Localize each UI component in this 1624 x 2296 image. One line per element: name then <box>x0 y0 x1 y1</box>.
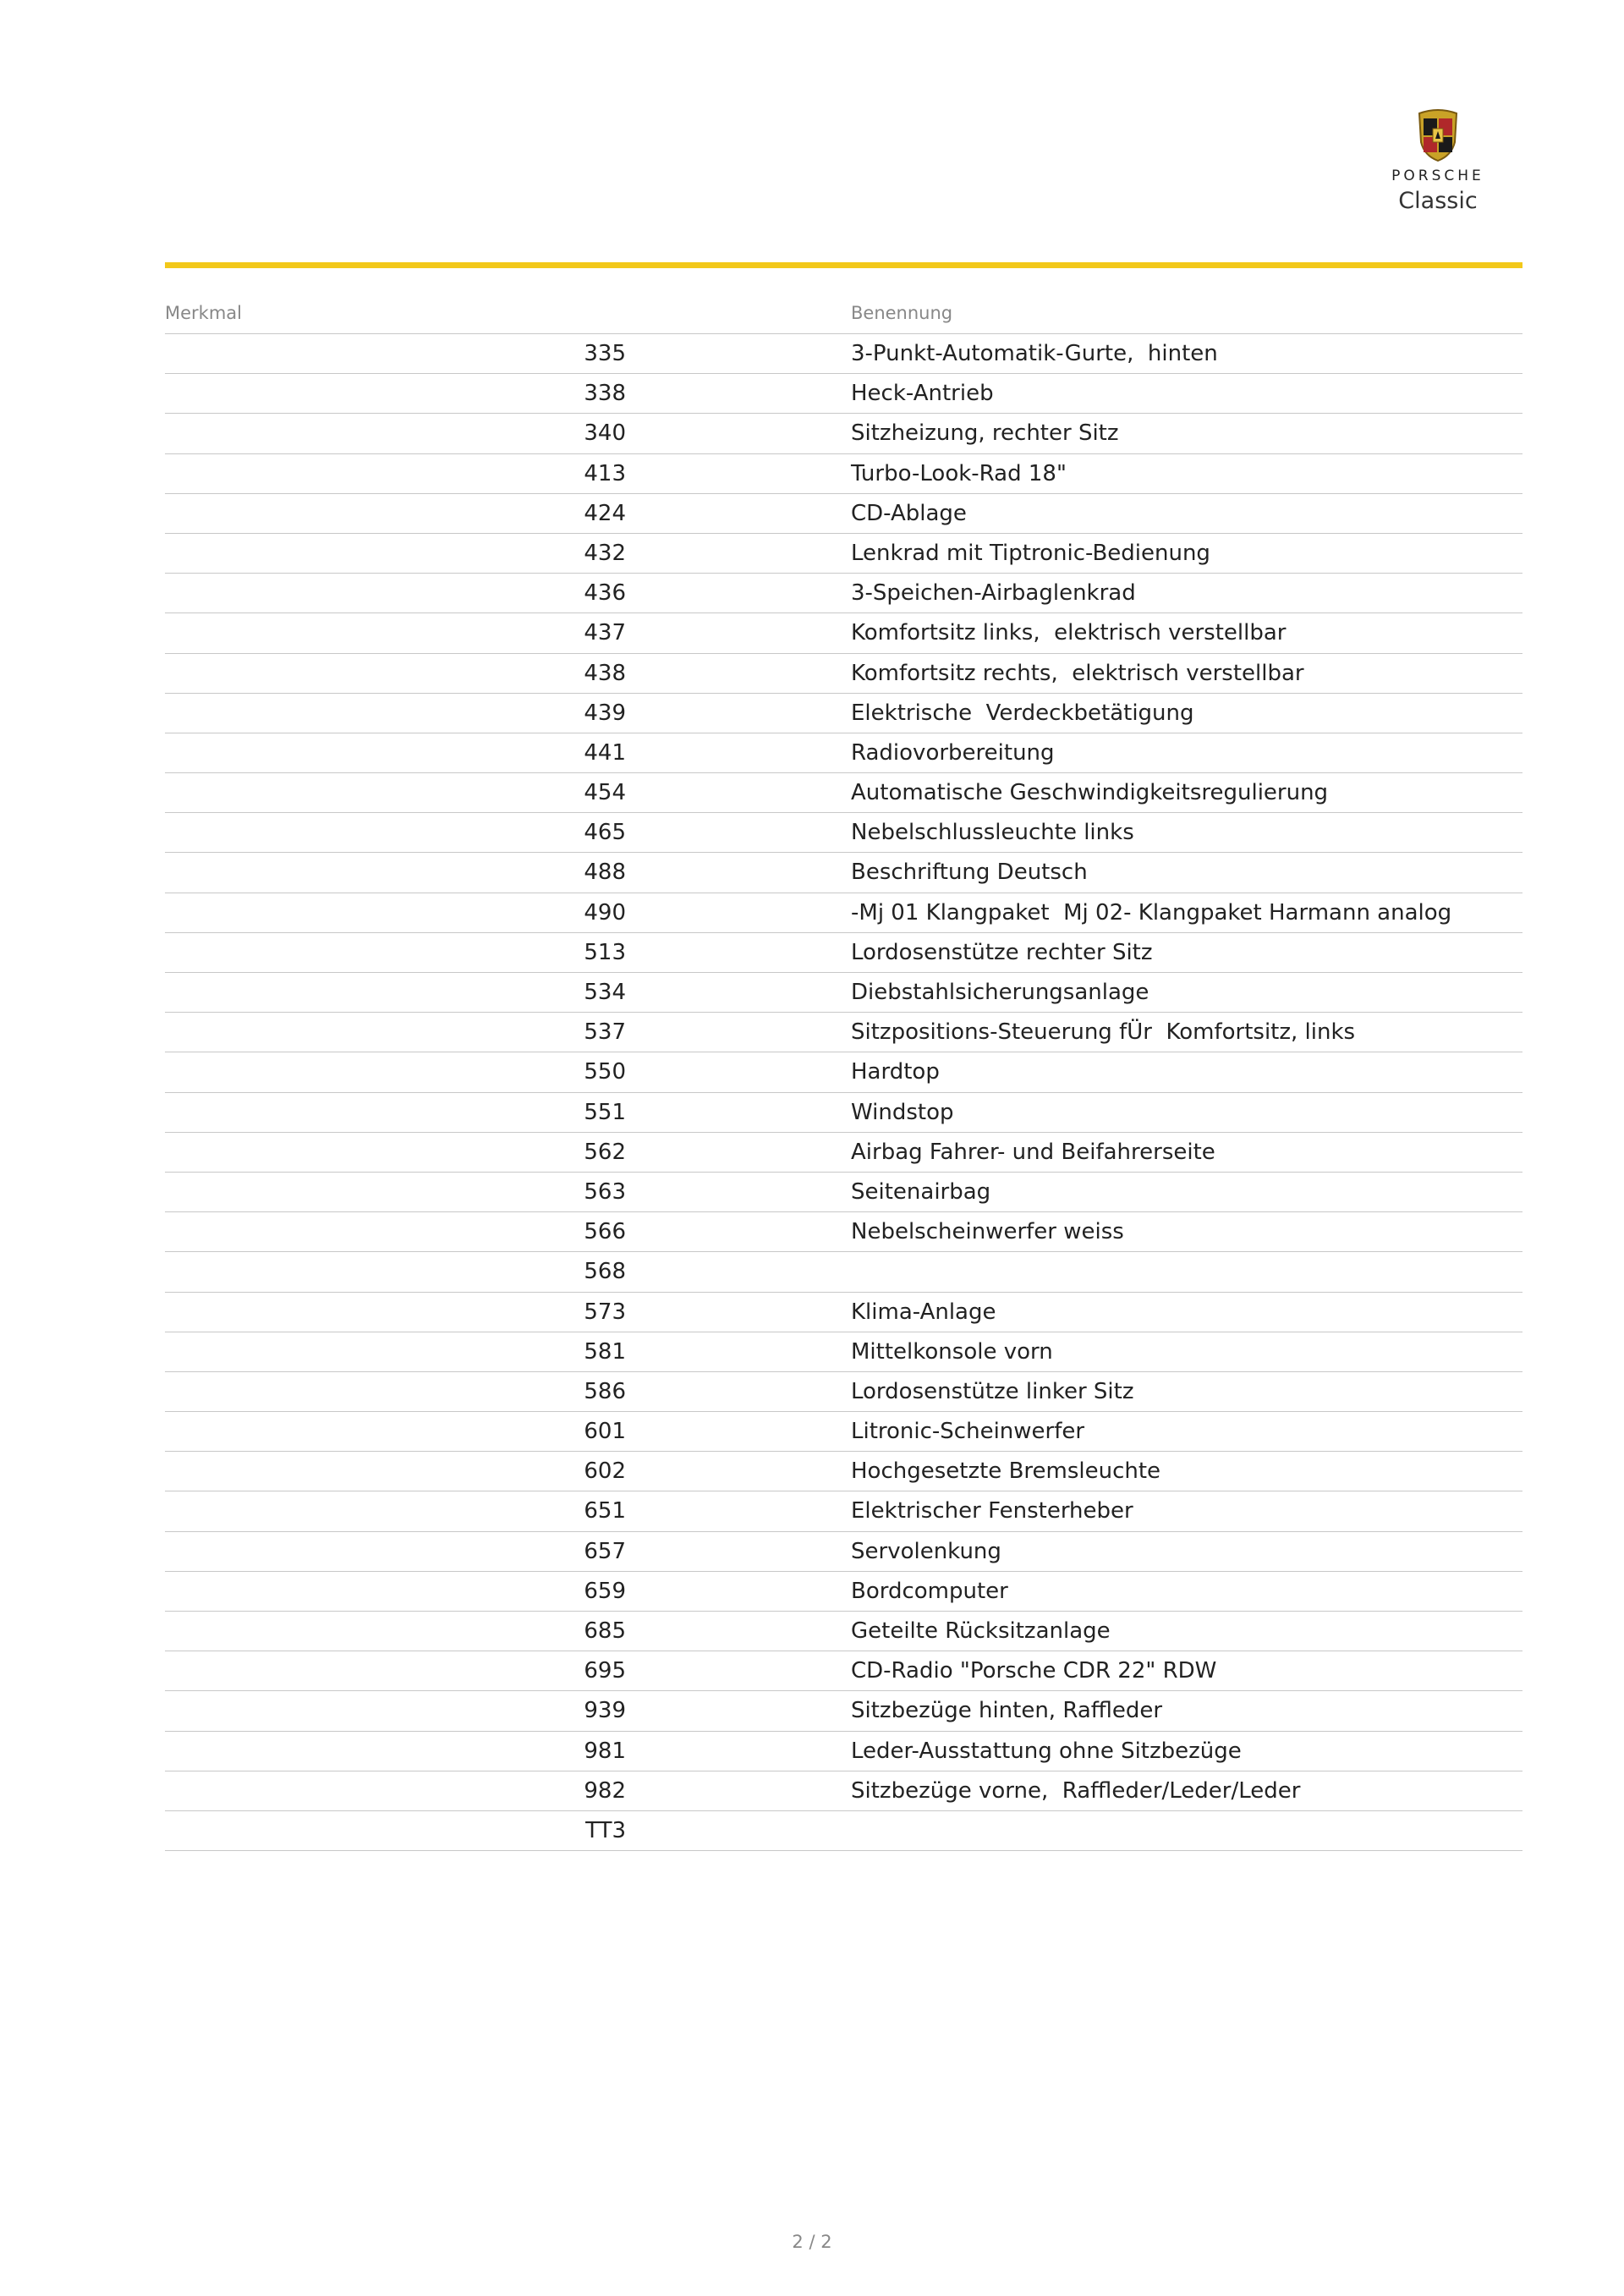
table-row <box>165 1651 1522 1691</box>
feature-code: 695 <box>584 1658 626 1684</box>
feature-name: Radiovorbereitung <box>851 739 1055 766</box>
feature-name: Lordosenstütze rechter Sitz <box>851 939 1153 965</box>
feature-code: 563 <box>584 1178 626 1205</box>
feature-code: 465 <box>584 820 626 846</box>
feature-name: Bordcomputer <box>851 1578 1008 1604</box>
feature-code: 537 <box>584 1019 626 1046</box>
table-row <box>165 574 1522 613</box>
table-row <box>165 973 1522 1013</box>
table-row <box>165 1532 1522 1572</box>
table-row <box>165 454 1522 494</box>
feature-code: 335 <box>584 341 626 366</box>
accent-rule <box>165 262 1522 268</box>
table-body <box>165 334 1522 1851</box>
feature-table <box>165 299 1522 1851</box>
feature-code: 939 <box>584 1698 626 1724</box>
feature-name: Seitenairbag <box>851 1178 991 1205</box>
feature-code: 573 <box>584 1299 626 1325</box>
porsche-classic-logo <box>1353 108 1522 227</box>
feature-name: -Mj 01 Klangpaket Mj 02- Klangpaket Harmann analog <box>851 899 1452 926</box>
feature-code: 566 <box>584 1219 626 1245</box>
table-row <box>165 334 1522 374</box>
table-row <box>165 1133 1522 1173</box>
feature-name: Nebelschlussleuchte links <box>851 820 1134 846</box>
feature-name: Sitzpositions-Steuerung fÜr Komfortsitz, links <box>851 1019 1356 1046</box>
table-row <box>165 853 1522 893</box>
feature-name: Hardtop <box>851 1059 940 1085</box>
feature-name: Sitzheizung, rechter Sitz <box>851 420 1119 447</box>
feature-name: Automatische Geschwindigkeitsregulierung <box>851 780 1329 806</box>
feature-name: Geteilte Rücksitzanlage <box>851 1618 1111 1644</box>
feature-name: CD-Radio "Porsche CDR 22" RDW <box>851 1658 1217 1684</box>
table-row <box>165 1452 1522 1491</box>
table-row <box>165 733 1522 773</box>
table-row <box>165 1212 1522 1252</box>
feature-code: 602 <box>584 1458 626 1485</box>
feature-name: CD-Ablage <box>851 500 967 526</box>
feature-name: Litronic-Scheinwerfer <box>851 1419 1085 1445</box>
table-row <box>165 1052 1522 1092</box>
feature-code: 424 <box>584 500 626 526</box>
feature-code: 550 <box>584 1059 626 1085</box>
feature-code: 432 <box>584 540 626 566</box>
table-row <box>165 374 1522 414</box>
feature-name: Sitzbezüge hinten, Raffleder <box>851 1698 1163 1724</box>
feature-code: 534 <box>584 980 626 1005</box>
feature-code: 981 <box>584 1738 626 1764</box>
table-header <box>165 299 1522 334</box>
table-row <box>165 893 1522 933</box>
feature-name: Hochgesetzte Bremsleuchte <box>851 1458 1161 1485</box>
feature-name: 3-Speichen-Airbaglenkrad <box>851 580 1136 607</box>
feature-code: 454 <box>584 780 626 806</box>
page-number: 2 / 2 <box>792 2232 832 2252</box>
feature-code: 490 <box>584 899 626 926</box>
column-header-feature: Merkmal <box>165 303 242 323</box>
table-row <box>165 1332 1522 1372</box>
feature-code: 441 <box>584 739 626 766</box>
table-row <box>165 1293 1522 1332</box>
brand-wordmark: PORSCHE <box>1391 168 1484 184</box>
feature-name: 3-Punkt-Automatik-Gurte, hinten <box>851 341 1218 366</box>
feature-name: Turbo-Look-Rad 18" <box>851 460 1067 486</box>
feature-name: Komfortsitz rechts, elektrisch verstellbar <box>851 660 1304 686</box>
table-row <box>165 773 1522 813</box>
feature-name: Leder-Ausstattung ohne Sitzbezüge <box>851 1738 1242 1764</box>
table-row <box>165 694 1522 733</box>
feature-name: Windstop <box>851 1099 954 1125</box>
feature-code: TT3 <box>585 1817 626 1843</box>
feature-code: 439 <box>584 700 626 726</box>
table-row <box>165 1013 1522 1052</box>
column-header-name: Benennung <box>851 303 953 323</box>
feature-code: 657 <box>584 1538 626 1564</box>
feature-code: 338 <box>584 381 626 407</box>
feature-code: 659 <box>584 1578 626 1604</box>
brand-subtitle: Classic <box>1398 188 1478 214</box>
feature-code: 437 <box>584 620 626 646</box>
feature-code: 436 <box>584 580 626 607</box>
table-row <box>165 933 1522 973</box>
table-row <box>165 613 1522 653</box>
feature-name: Beschriftung Deutsch <box>851 860 1088 886</box>
table-row <box>165 1372 1522 1412</box>
feature-code: 685 <box>584 1618 626 1644</box>
table-row <box>165 1612 1522 1651</box>
table-row <box>165 1572 1522 1612</box>
table-row <box>165 414 1522 453</box>
table-row <box>165 654 1522 694</box>
feature-name: Heck-Antrieb <box>851 381 994 407</box>
table-row <box>165 813 1522 853</box>
feature-code: 340 <box>584 420 626 447</box>
feature-code: 513 <box>584 939 626 965</box>
feature-name: Lenkrad mit Tiptronic-Bedienung <box>851 540 1210 566</box>
feature-name: Mittelkonsole vorn <box>851 1338 1053 1365</box>
table-row <box>165 1732 1522 1771</box>
table-row <box>165 1252 1522 1292</box>
feature-code: 601 <box>584 1419 626 1445</box>
feature-name: Nebelscheinwerfer weiss <box>851 1219 1124 1245</box>
porsche-crest-icon <box>1416 108 1460 162</box>
table-row <box>165 494 1522 534</box>
table-row <box>165 1811 1522 1851</box>
feature-code: 488 <box>584 860 626 886</box>
feature-code: 982 <box>584 1777 626 1804</box>
table-row <box>165 1491 1522 1531</box>
feature-name: Elektrische Verdeckbetätigung <box>851 700 1194 726</box>
feature-code: 581 <box>584 1338 626 1365</box>
feature-name: Klima-Anlage <box>851 1299 996 1325</box>
table-row <box>165 1173 1522 1212</box>
feature-name: Airbag Fahrer- und Beifahrerseite <box>851 1139 1215 1165</box>
table-row <box>165 1771 1522 1811</box>
feature-name: Komfortsitz links, elektrisch verstellbar <box>851 620 1287 646</box>
feature-code: 586 <box>584 1378 626 1404</box>
table-row <box>165 1093 1522 1133</box>
feature-code: 413 <box>584 460 626 486</box>
feature-code: 568 <box>584 1259 626 1285</box>
feature-code: 438 <box>584 660 626 686</box>
feature-code: 651 <box>584 1498 626 1524</box>
feature-name: Diebstahlsicherungsanlage <box>851 980 1149 1005</box>
table-row <box>165 1412 1522 1452</box>
feature-name: Lordosenstütze linker Sitz <box>851 1378 1134 1404</box>
table-row <box>165 534 1522 574</box>
feature-name: Sitzbezüge vorne, Raffleder/Leder/Leder <box>851 1777 1301 1804</box>
feature-name: Servolenkung <box>851 1538 1001 1564</box>
feature-name: Elektrischer Fensterheber <box>851 1498 1133 1524</box>
feature-code: 562 <box>584 1139 626 1165</box>
feature-code: 551 <box>584 1099 626 1125</box>
table-row <box>165 1691 1522 1731</box>
